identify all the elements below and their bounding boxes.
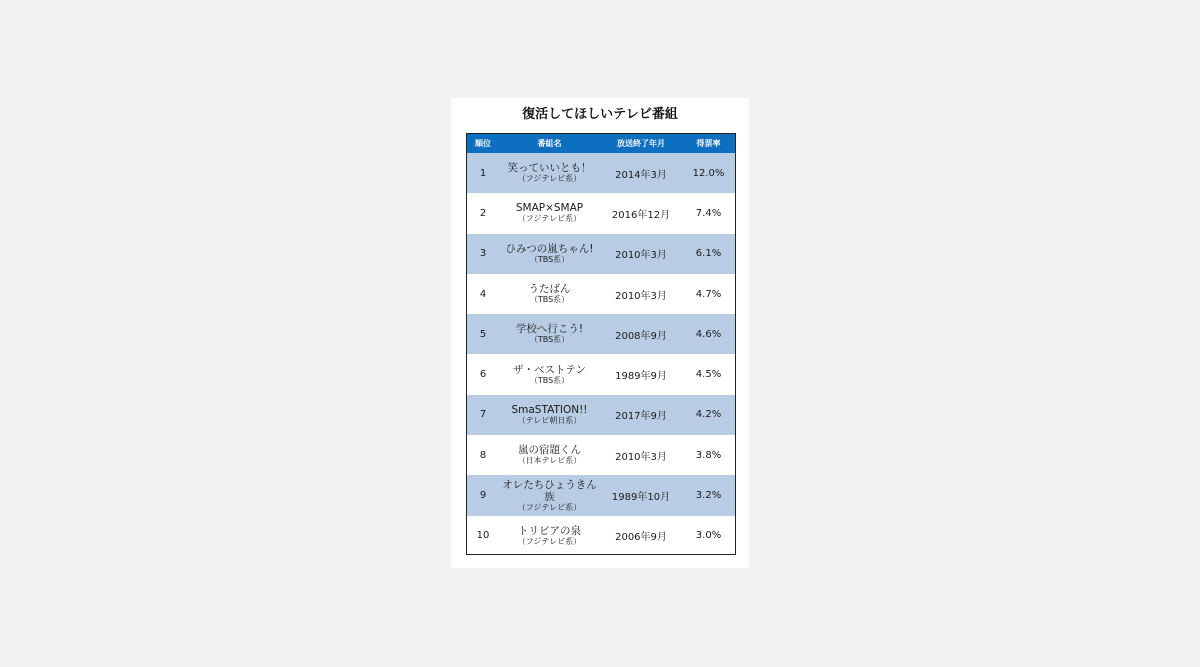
table-row xyxy=(467,193,735,233)
cell-rank: 2 xyxy=(479,207,487,219)
cell-program xyxy=(499,314,600,354)
table-header-row xyxy=(467,134,735,153)
program-name: ザ・ベストテン xyxy=(513,363,586,376)
cell-end-date: 2008年9月 xyxy=(615,330,667,342)
cell-program xyxy=(499,234,600,274)
cell-rank: 5 xyxy=(479,328,487,340)
cell-vote-share: 3.0% xyxy=(695,530,722,542)
program-name: SmaSTATION!! xyxy=(511,403,588,416)
header-vote-share: 得票率 xyxy=(696,139,721,148)
program-network: （TBS系） xyxy=(529,254,570,264)
program-name: トリビアの泉 xyxy=(518,524,581,537)
program-network: （TBS系） xyxy=(529,335,570,345)
cell-end-date: 1989年10月 xyxy=(611,492,671,504)
program-network: （TBS系） xyxy=(529,295,570,305)
cell-vote-share: 4.6% xyxy=(695,328,722,340)
cell-rank: 4 xyxy=(479,288,487,300)
cell-end-date: 2010年3月 xyxy=(615,290,667,302)
program-network: （フジテレビ系） xyxy=(517,536,582,546)
cell-end-date: 1989年9月 xyxy=(615,371,667,383)
cell-program xyxy=(499,153,600,193)
program-name: うたばん xyxy=(528,283,571,296)
ranking-table xyxy=(466,133,736,555)
table-row xyxy=(467,274,735,314)
program-name: 嵐の宿題くん xyxy=(518,444,581,457)
program-name: オレたちひょうきん族 xyxy=(502,478,597,503)
program-name: 笑っていいとも！ xyxy=(507,162,592,175)
header-rank: 順位 xyxy=(475,139,491,148)
cell-program xyxy=(499,193,600,233)
cell-program xyxy=(499,395,600,435)
cell-program xyxy=(499,516,600,556)
table-body xyxy=(467,153,735,556)
cell-program xyxy=(499,475,600,515)
ranking-card xyxy=(451,98,749,568)
cell-vote-share: 7.4% xyxy=(695,207,722,219)
cell-end-date: 2014年3月 xyxy=(615,169,667,181)
cell-end-date: 2017年9月 xyxy=(615,411,667,423)
cell-end-date: 2016年12月 xyxy=(611,209,671,221)
cell-rank: 8 xyxy=(479,449,487,461)
cell-rank: 9 xyxy=(479,490,487,502)
program-network: （テレビ朝日系） xyxy=(517,415,582,425)
cell-vote-share: 6.1% xyxy=(695,248,722,260)
cell-rank: 10 xyxy=(476,530,490,542)
program-network: （フジテレビ系） xyxy=(517,502,582,512)
cell-end-date: 2010年3月 xyxy=(615,451,667,463)
table-row xyxy=(467,435,735,475)
cell-vote-share: 4.2% xyxy=(695,409,722,421)
cell-vote-share: 3.2% xyxy=(695,490,722,502)
cell-program xyxy=(499,354,600,394)
cell-vote-share: 12.0% xyxy=(692,167,725,179)
header-end-date: 放送終了年月 xyxy=(617,139,665,148)
header-program-name: 番組名 xyxy=(537,139,562,148)
cell-rank: 7 xyxy=(479,409,487,421)
cell-vote-share: 4.7% xyxy=(695,288,722,300)
table-title: 復活してほしいテレビ番組 xyxy=(522,107,678,122)
program-network: （フジテレビ系） xyxy=(517,214,582,224)
cell-rank: 3 xyxy=(479,248,487,260)
table-row xyxy=(467,153,735,193)
table-row xyxy=(467,475,735,515)
program-network: （日本テレビ系） xyxy=(517,456,582,466)
cell-program xyxy=(499,435,600,475)
cell-vote-share: 3.8% xyxy=(695,449,722,461)
table-row xyxy=(467,314,735,354)
program-name: ひみつの嵐ちゃん! xyxy=(505,242,594,255)
cell-end-date: 2006年9月 xyxy=(615,532,667,544)
table-row xyxy=(467,354,735,394)
cell-rank: 6 xyxy=(479,369,487,381)
table-row xyxy=(467,516,735,556)
program-name: SMAP×SMAP xyxy=(515,202,584,215)
program-network: （フジテレビ系） xyxy=(517,174,582,184)
cell-program xyxy=(499,274,600,314)
cell-rank: 1 xyxy=(479,167,487,179)
table-row xyxy=(467,234,735,274)
cell-vote-share: 4.5% xyxy=(695,369,722,381)
program-name: 学校へ行こう! xyxy=(515,323,584,336)
table-row xyxy=(467,395,735,435)
program-network: （TBS系） xyxy=(529,375,570,385)
cell-end-date: 2010年3月 xyxy=(615,250,667,262)
